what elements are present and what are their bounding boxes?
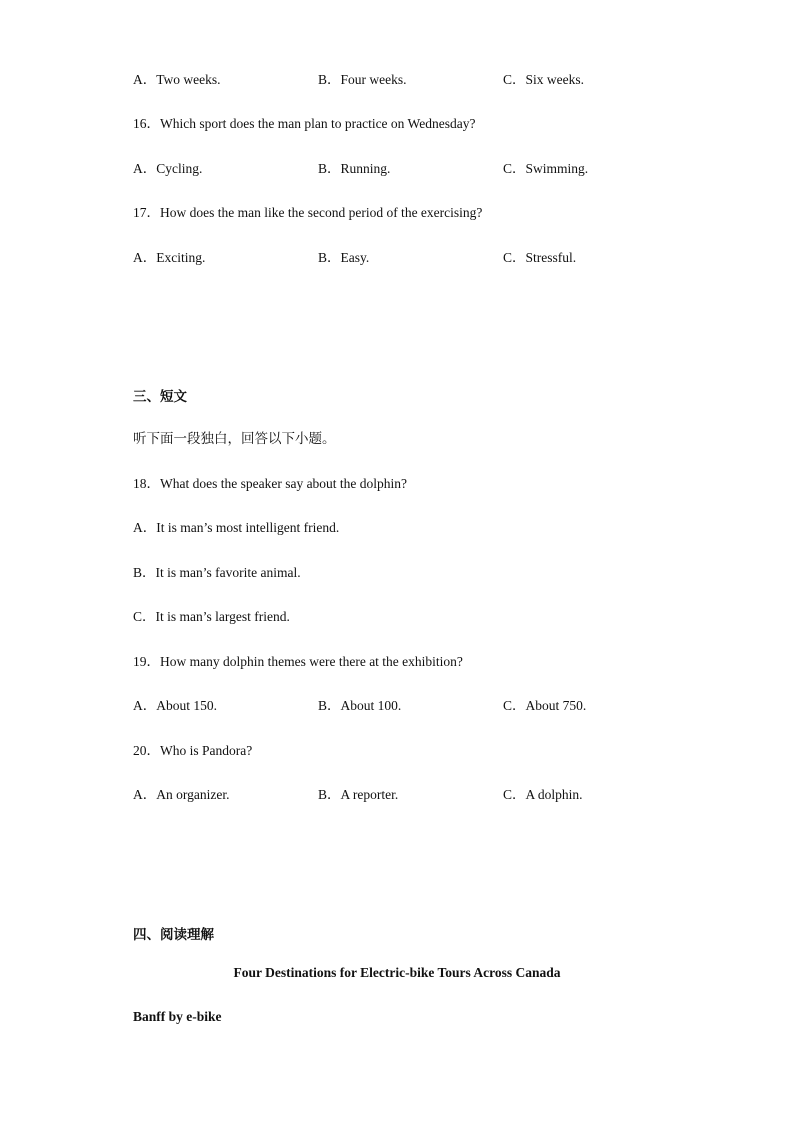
q17-question: 17．How does the man like the second period of the exercising? xyxy=(133,205,483,220)
q15-option-c: C．Six weeks. xyxy=(503,72,584,87)
section-3-heading: 三、短文 xyxy=(133,389,187,405)
q15-option-a: A．Two weeks. xyxy=(133,72,221,87)
q18-option-c: C．It is man’s largest friend. xyxy=(133,609,290,624)
q18-question: 18．What does the speaker say about the dolphin? xyxy=(133,476,408,491)
q19-question: 19．How many dolphin themes were there at the exhibition? xyxy=(133,654,463,669)
reading-title: Four Destinations for Electric-bike Tours Across Canada xyxy=(233,965,561,980)
q19-option-c: C．About 750. xyxy=(503,698,587,713)
q16-question: 16．Which sport does the man plan to practice on Wednesday? xyxy=(133,116,476,131)
q17-option-b: B．Easy. xyxy=(318,250,370,265)
q20-option-b: B．A reporter. xyxy=(318,787,399,802)
q20-option-c: C．A dolphin. xyxy=(503,787,583,802)
q20-option-a: A．An organizer. xyxy=(133,787,230,802)
q16-option-c: C．Swimming. xyxy=(503,161,589,176)
q20-question: 20．Who is Pandora? xyxy=(133,743,253,758)
q17-option-c: C．Stressful. xyxy=(503,250,577,265)
q18-option-b: B．It is man’s favorite animal. xyxy=(133,565,301,580)
reading-subheading: Banff by e-bike xyxy=(133,1009,222,1024)
q18-option-a: A．It is man’s most intelligent friend. xyxy=(133,520,340,535)
q15-option-b: B．Four weeks. xyxy=(318,72,407,87)
q19-option-a: A．About 150. xyxy=(133,698,217,713)
q19-option-b: B．About 100. xyxy=(318,698,402,713)
q17-option-a: A．Exciting. xyxy=(133,250,206,265)
section-3-instruction: 听下面一段独白，回答以下小题。 xyxy=(133,431,336,447)
section-4-heading: 四、阅读理解 xyxy=(133,927,214,943)
q16-option-a: A．Cycling. xyxy=(133,161,203,176)
q16-option-b: B．Running. xyxy=(318,161,391,176)
